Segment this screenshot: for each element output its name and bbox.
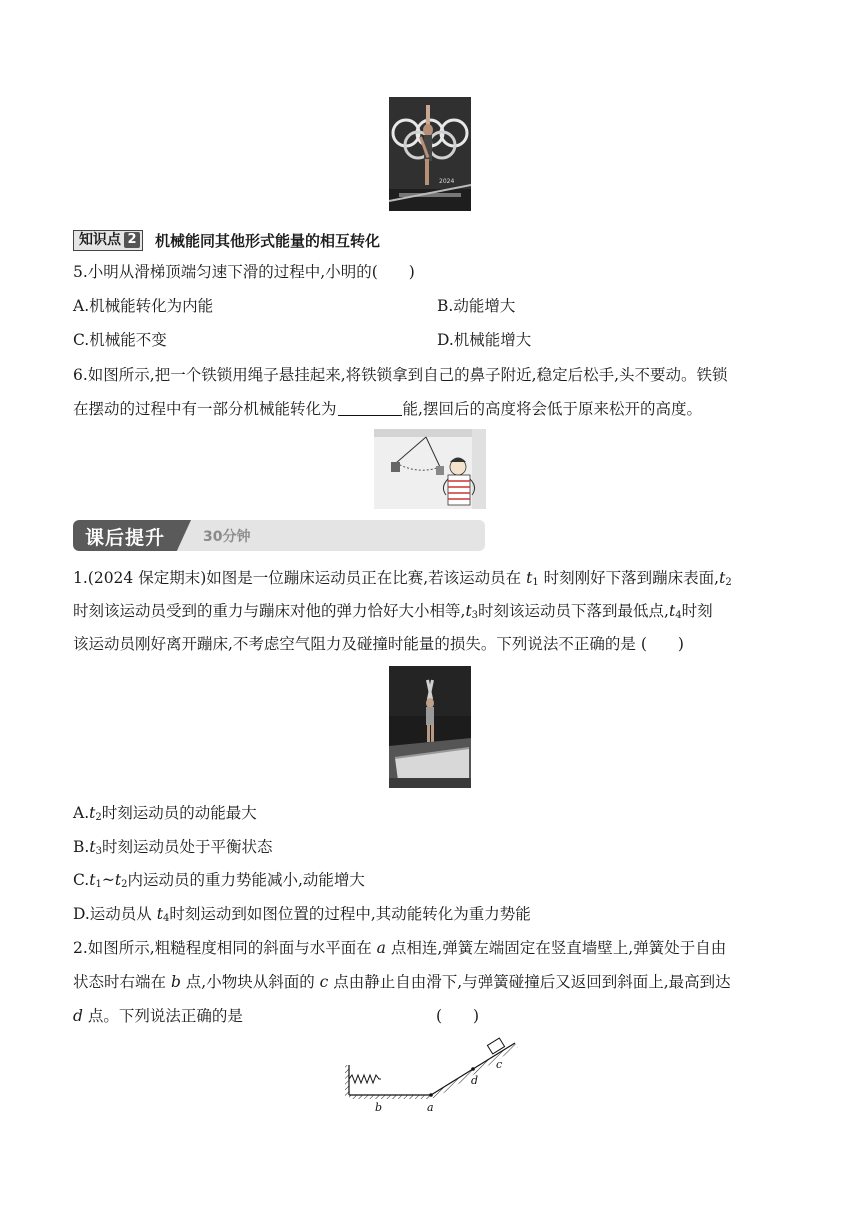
opt-a-t-sub: 2	[95, 812, 102, 823]
t4-var: t	[668, 602, 676, 620]
hq2-answer-bracket: ( )	[436, 1007, 480, 1025]
q6-line2-after: 能,摆回后的高度将会低于原来松开的高度。	[402, 400, 702, 418]
knowledge-point-tag	[73, 230, 143, 251]
knowledge-point-heading	[73, 229, 380, 251]
hq1-option-c	[73, 869, 365, 896]
hq2-line3	[73, 1005, 243, 1027]
opt-c-t1-sub: 1	[95, 879, 102, 890]
label-c: c	[496, 1058, 503, 1071]
opt-d-t-var: t	[156, 905, 163, 923]
opt-d-t-sub: 4	[162, 913, 170, 924]
q5-option-b: B.动能增大	[437, 297, 516, 315]
hq1-opt-b-label: B.	[73, 838, 90, 856]
trampoline-graphic	[389, 666, 471, 788]
knowledge-point-label: 知识点	[79, 231, 121, 248]
hq1-opt-b-text: 时刻运动员处于平衡状态	[101, 838, 273, 856]
hq2-l2-a: 状态时右端在	[73, 973, 171, 991]
section-title: 课后提升	[85, 527, 166, 549]
diver-photo-graphic	[389, 97, 471, 211]
hq1-opt-d-label: D.运动员从	[73, 905, 157, 923]
incline-spring-figure	[343, 1035, 523, 1117]
knowledge-point-number: 2	[124, 232, 140, 248]
hq1-l2-c: 时刻	[681, 602, 713, 620]
hq1-option-b	[73, 836, 272, 863]
pendulum-graphic	[374, 429, 486, 509]
q6-line2	[73, 398, 702, 420]
section-banner	[73, 520, 485, 551]
hq2-l3-b: 点。下列说法正确的是	[82, 1007, 243, 1025]
hq2-point-b: b	[170, 973, 181, 991]
hq1-option-d	[73, 903, 531, 930]
hq1-opt-a-text: 时刻运动员的动能最大	[101, 804, 257, 822]
opt-b-t-sub: 3	[95, 846, 102, 857]
hq1-opt-d-text: 时刻运动到如图位置的过程中,其动能转化为重力势能	[169, 905, 531, 923]
opt-b-t-var: t	[89, 838, 96, 856]
t1-var: t	[526, 569, 533, 587]
t2-var: t	[719, 569, 726, 587]
hq1-l1-b: 时刻刚好下落到蹦床表面,	[538, 569, 720, 587]
hq2-l1-b: 点相连,弹簧左端固定在竖直墙壁上,弹簧处于自由	[385, 939, 727, 957]
q6-answer-blank	[338, 399, 402, 416]
label-a: a	[427, 1101, 434, 1114]
opt-c-t2-var: t	[114, 871, 122, 889]
q5-option-c: C.机械能不变	[73, 331, 167, 349]
opt-c-t1-var: t	[89, 871, 96, 889]
hq1-l2-b: 时刻该运动员下落到最低点,	[478, 602, 669, 620]
hq1-option-a	[73, 802, 257, 829]
hq2-l2-c: 点由静止自由滑下,与弹簧碰撞后又返回到斜面上,最高到达	[328, 973, 731, 991]
opt-c-t2-sub: 2	[121, 879, 128, 890]
hq2-point-c: c	[319, 973, 329, 991]
hq2-line2	[73, 971, 731, 993]
olympic-year-text: 2024	[439, 178, 455, 185]
q6-line1: 6.如图所示,把一个铁锁用绳子悬挂起来,将铁锁拿到自己的鼻子附近,稳定后松手,头不要动。铁锁	[73, 366, 728, 384]
label-b: b	[375, 1101, 383, 1114]
knowledge-point-title: 机械能同其他形式能量的相互转化	[155, 231, 381, 250]
trampoline-photo	[389, 666, 471, 788]
hq1-line1	[73, 567, 732, 594]
hq1-opt-c-text: 内运动员的重力势能减小,动能增大	[127, 871, 365, 889]
hq1-l2-a: 时刻该运动员受到的重力与蹦床对他的弹力恰好大小相等,	[73, 602, 466, 620]
hq2-line1	[73, 937, 726, 959]
hq1-line2	[73, 600, 713, 627]
t1-sub: 1	[532, 577, 539, 588]
pendulum-figure	[374, 429, 486, 509]
hq2-point-a: a	[376, 939, 386, 957]
q5-stem: 5.小明从滑梯顶端匀速下滑的过程中,小明的( )	[73, 263, 415, 281]
t3-var: t	[465, 602, 472, 620]
diver-photo	[389, 97, 471, 211]
t3-sub: 3	[471, 610, 479, 621]
opt-a-t-var: t	[89, 804, 96, 822]
hq1-opt-a-label: A.	[73, 804, 90, 822]
hq1-opt-c-label: C.	[73, 871, 90, 889]
hq2-l1-a: 2.如图所示,粗糙程度相同的斜面与水平面在	[73, 939, 377, 957]
t2-sub: 2	[725, 577, 732, 588]
t4-sub: 4	[675, 610, 682, 621]
incline-spring-graphic	[343, 1035, 523, 1117]
hq2-point-d: d	[73, 1007, 83, 1025]
q5-option-d: D.机械能增大	[437, 331, 532, 349]
hq1-line3: 该运动员刚好离开蹦床,不考虑空气阻力及碰撞时能量的损失。下列说法不正确的是 ( )	[73, 635, 684, 653]
opt-c-tilde: ~	[101, 871, 115, 889]
q5-option-a: A.机械能转化为内能	[73, 297, 214, 315]
q6-line2-before: 在摆动的过程中有一部分机械能转化为	[73, 400, 337, 418]
hq2-l2-b: 点,小物块从斜面的	[180, 973, 320, 991]
section-time: 30分钟	[203, 529, 251, 545]
label-d: d	[471, 1074, 479, 1087]
hq1-l1-a: 1.(2024 保定期末)如图是一位蹦床运动员正在比赛,若该运动员在	[73, 569, 527, 587]
